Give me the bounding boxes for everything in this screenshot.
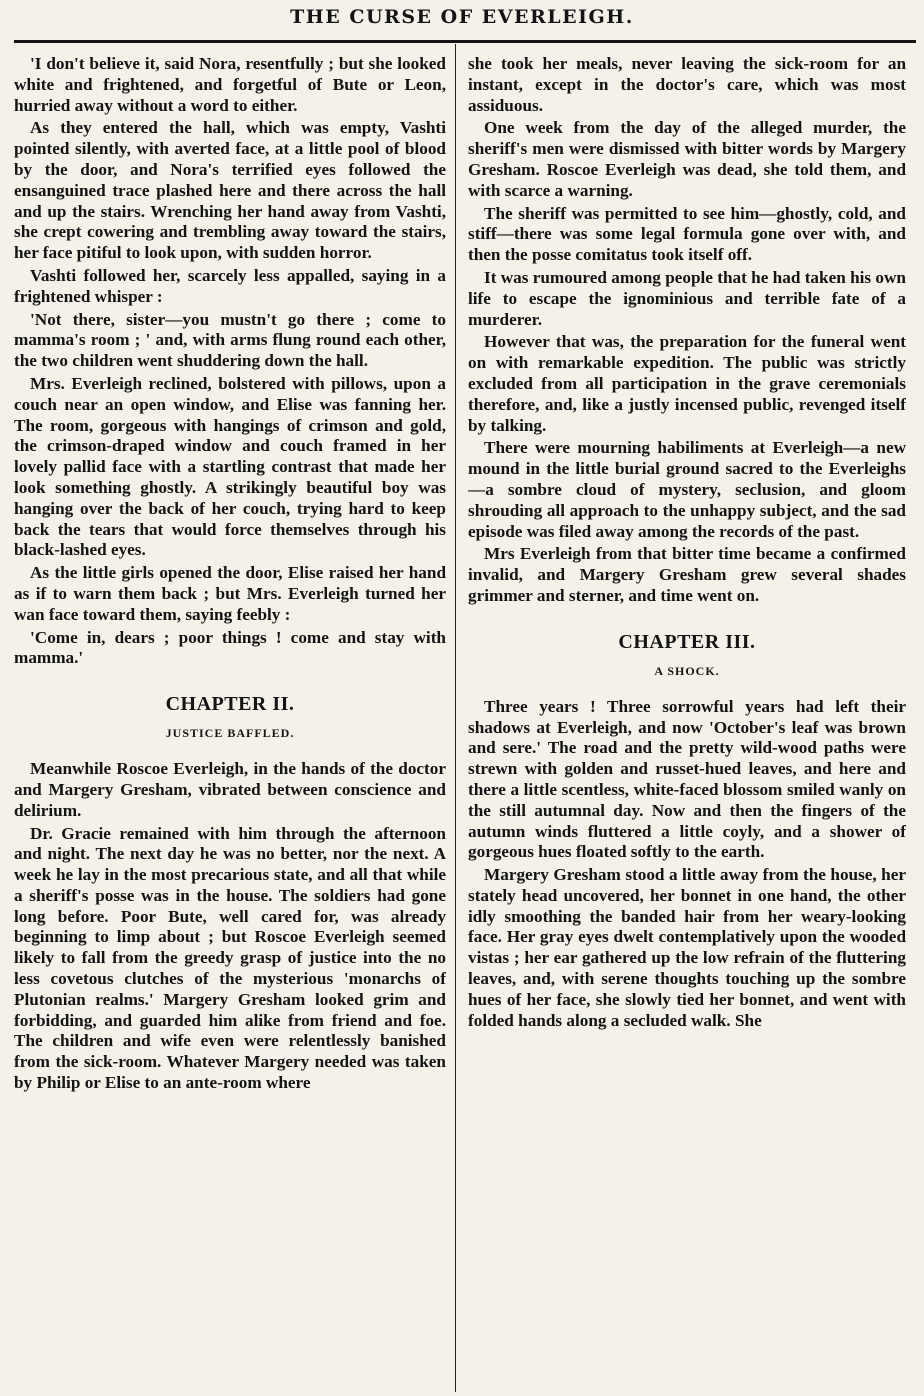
paragraph: It was rumoured among people that he had taken his own life to escape the ignominious and terrible fate of a murderer. <box>468 267 906 329</box>
left-column <box>14 54 446 1392</box>
paragraph: 'Come in, dears ; poor things ! come and stay with mamma.' <box>14 627 446 668</box>
chapter-heading: CHAPTER III. <box>618 630 756 653</box>
paragraph: Vashti followed her, scarcely less appalled, saying in a frightened whisper : <box>14 265 446 306</box>
header-rule <box>14 40 916 43</box>
paragraph: The sheriff was permitted to see him—ghostly, cold, and stiff—there was some legal formula gone over with, and then the posse comitatus took itself off. <box>468 203 906 265</box>
paragraph: However that was, the preparation for the funeral went on with remarkable expedition. The public was strictly excluded from all participation in the grave ceremonials therefore, and, like a justly incensed public, revenged itself by talking. <box>468 332 906 435</box>
paragraph: Meanwhile Roscoe Everleigh, in the hands of the doctor and Margery Gresham, vibrated between conscience and delirium. <box>14 759 446 820</box>
paragraph: As they entered the hall, which was empty, Vashti pointed silently, with averted face, at a little pool of blood by the door, and Nora's terrified eyes followed the ensanguined trace plashed here and there across the hall and up the stairs. Wrenching her hand away from Vashti, she crept cowering and trembling away toward the stairs, her face pitiful to look upon, with sudden horror. <box>14 118 446 263</box>
paragraph: Margery Gresham stood a little away from the house, her stately head uncovered, her bonnet in one hand, the other idly smoothing the banded hair from her weary-looking face. Her gray eyes dwelt contemplatively upon the wooded vistas ; her ear gathered up the low refrain of the fluttering leaves, and, with serene thoughts touching up the sombre hues of her face, she slowly tied her bonnet, and went with folded hands along a secluded walk. She <box>468 865 906 1030</box>
column-divider <box>455 44 456 1392</box>
paragraph: Mrs Everleigh from that bitter time became a confirmed invalid, and Margery Gresham grew several shades grimmer and sterner, and time went on. <box>468 544 906 605</box>
paragraph: There were mourning habiliments at Everleigh—a new mound in the little burial ground sacred to the Everleighs—a sombre cloud of mystery, seclusion, and gloom shrouding all approach to the unhappy subject, and the sad episode was filed away among the records of the past. <box>468 438 906 541</box>
right-column <box>468 54 906 1392</box>
chapter-subtitle: A SHOCK. <box>654 663 720 678</box>
paragraph: 'I don't believe it, said Nora, resentfully ; but she looked white and frightened, and forgetful of Bute or Leon, hurried away without a word to either. <box>14 54 446 115</box>
paragraph: One week from the day of the alleged murder, the sheriff's men were dismissed with bitter words by Margery Gresham. Roscoe Everleigh was dead, she told them, and with scarce a warning. <box>468 118 906 200</box>
chapter-subtitle: JUSTICE BAFFLED. <box>165 726 295 741</box>
paragraph: As the little girls opened the door, Elise raised her hand as if to warn them back ; but Mrs. Everleigh turned her wan face toward them, saying feebly : <box>14 563 446 624</box>
paragraph: Mrs. Everleigh reclined, bolstered with pillows, upon a couch near an open window, and Elise was fanning her. The room, gorgeous with hangings of crimson and gold, the crimson-draped window and couch framed in her lovely pallid face with a startling contrast that made her look something ghostly. A strikingly beautiful boy was hanging over the back of her couch, trying hard to keep back the tears that would force themselves through his black-lashed eyes. <box>14 373 446 560</box>
paragraph: 'Not there, sister—you mustn't go there ; come to mamma's room ; ' and, with arms flung round each other, the two children went shuddering down the hall. <box>14 309 446 371</box>
running-title: THE CURSE OF EVERLEIGH. <box>290 6 634 28</box>
paragraph: Dr. Gracie remained with him through the afternoon and night. The next day he was no better, nor the next. A week he lay in the most precarious state, and all that while a sheriff's posse was in the house. The soldiers had gone long before. Poor Bute, well cared for, was already beginning to limp about ; but Roscoe Everleigh seemed likely to fall from the greedy grasp of justice into the no less covetous clutches of the mysterious 'monarchs of Plutonian realms.' Margery Gresham looked grim and forbidding, and guarded him alike from friend and foe. The children and wife even were relentlessly banished from the sick-room. Whatever Margery needed was taken by Philip or Elise to an ante-room where <box>14 823 446 1093</box>
paragraph: she took her meals, never leaving the sick-room for an instant, except in the doctor's care, which was most assiduous. <box>468 54 906 115</box>
chapter-heading: CHAPTER II. <box>165 693 295 716</box>
page-header <box>0 0 924 40</box>
paragraph: Three years ! Three sorrowful years had left their shadows at Everleigh, and now 'October's leaf was brown and sere.' The road and the pretty wild-wood paths were strewn with golden and russet-hued leaves, and here and there a little scentless, white-faced blossom smiled wanly on the still autumnal day. Now and then the fingers of the autumn winds fluttered a little coyly, and a shower of gorgeous hues floated softly to the earth. <box>468 696 906 862</box>
